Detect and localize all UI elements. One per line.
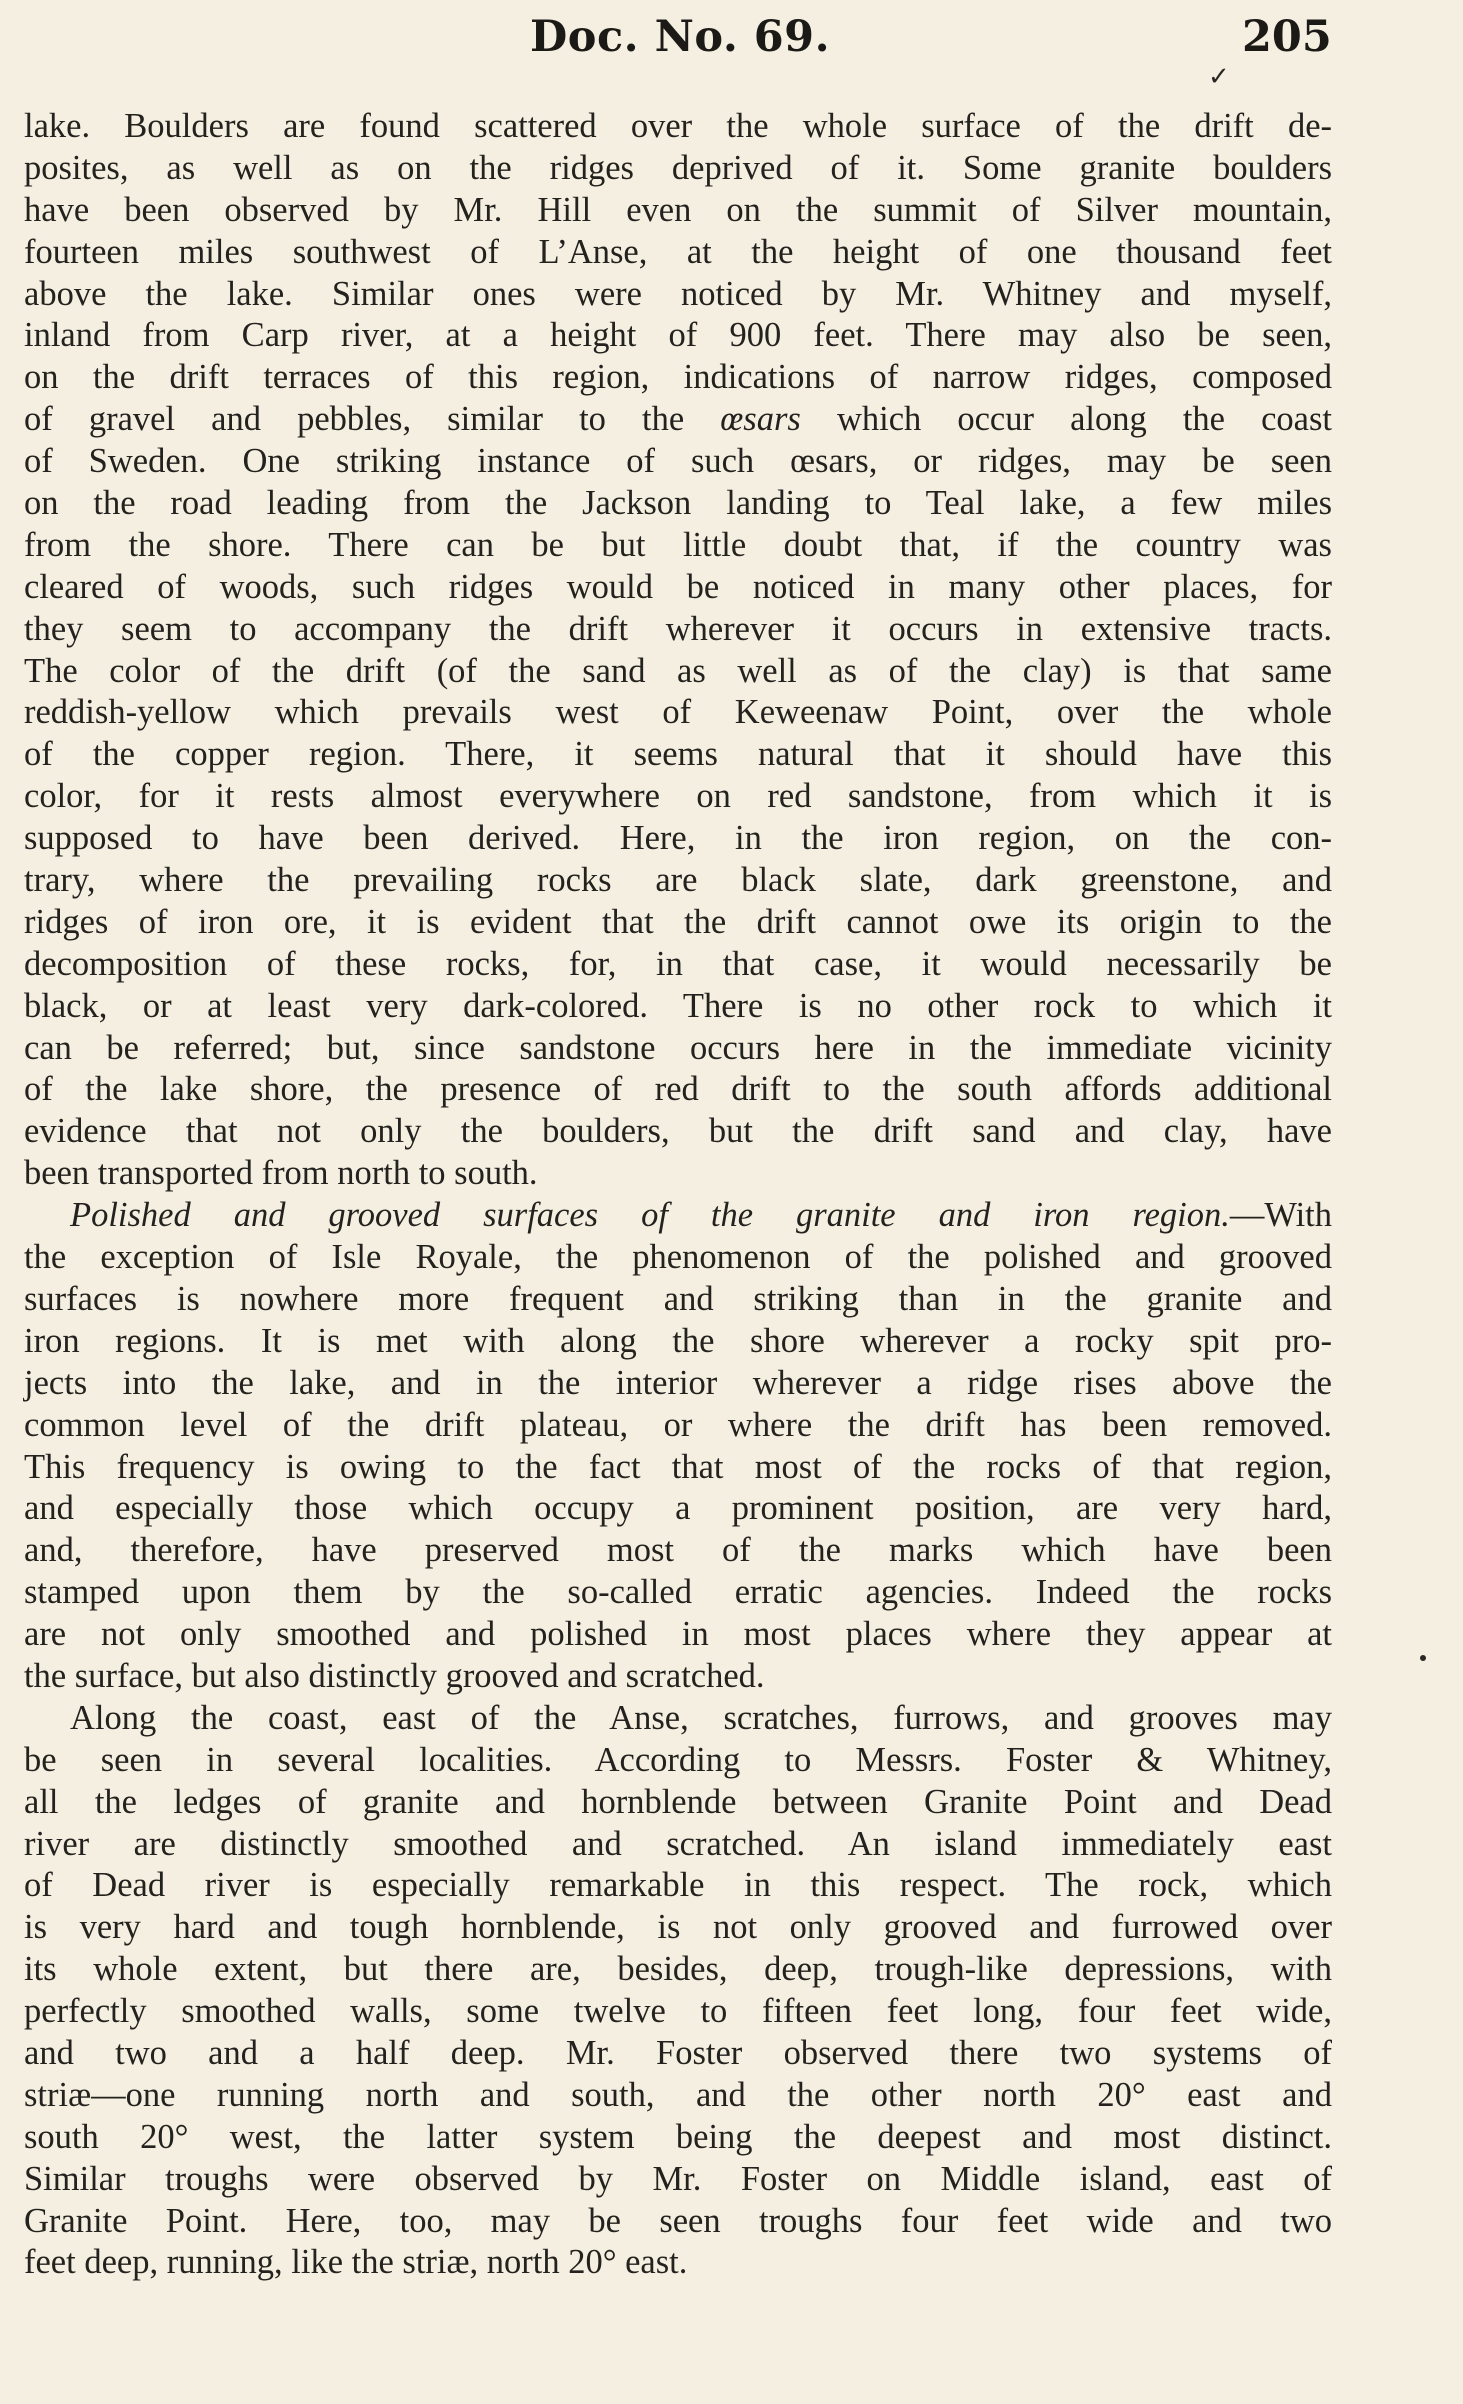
text-line: been transported from north to south. bbox=[24, 1154, 538, 1193]
body-text bbox=[24, 106, 1332, 2284]
text-line: is very hard and tough hornblende, is not only grooved and furrowed over bbox=[24, 1908, 1332, 1947]
text-line: of Sweden. One striking instance of such œsars, or ridges, may be seen bbox=[24, 442, 1332, 481]
text-line: and especially those which occupy a prominent position, are very hard, bbox=[24, 1489, 1332, 1528]
section-heading: Polished and grooved surfaces of the granite and iron region. bbox=[70, 1196, 1230, 1235]
text-line: cleared of woods, such ridges would be noticed in many other places, for bbox=[24, 567, 1332, 606]
text-line: striæ—one running north and south, and the other north 20° east and bbox=[24, 2075, 1332, 2114]
text-line: lake. Boulders are found scattered over the whole surface of the drift de- bbox=[24, 107, 1332, 145]
text-line: the surface, but also distinctly grooved and scratched. bbox=[24, 1656, 765, 1695]
text-line: be seen in several localities. According to Messrs. Foster & Whitney, bbox=[24, 1740, 1332, 1779]
document-title: Doc. No. 69. bbox=[530, 12, 831, 62]
text-line: its whole extent, but there are, besides, deep, trough-like depressions, with bbox=[24, 1950, 1332, 1989]
text-line: from the shore. There can be but little doubt that, if the country was bbox=[24, 525, 1332, 564]
text-line: have been observed by Mr. Hill even on the summit of Silver mountain, bbox=[24, 190, 1332, 229]
handwritten-check-mark: ✓ bbox=[1208, 62, 1230, 92]
text-line: and two and a half deep. Mr. Foster observed there two systems of bbox=[24, 2033, 1332, 2072]
text-fragment: which occur along the coast bbox=[800, 400, 1332, 439]
text-line: reddish-yellow which prevails west of Keweenaw Point, over the whole bbox=[24, 693, 1332, 732]
text-line: the exception of Isle Royale, the phenomenon of the polished and grooved bbox=[24, 1238, 1332, 1277]
text-line: feet deep, running, like the striæ, north 20° east. bbox=[24, 2243, 688, 2282]
text-line: color, for it rests almost everywhere on red sandstone, from which it is bbox=[24, 777, 1332, 816]
text-line: trary, where the prevailing rocks are black slate, dark greenstone, and bbox=[24, 861, 1332, 900]
text-fragment: —With bbox=[1229, 1196, 1332, 1235]
text-line: can be referred; but, since sandstone occurs here in the immediate vicinity bbox=[24, 1028, 1332, 1067]
text-line: all the ledges of granite and hornblende between Granite Point and Dead bbox=[24, 1782, 1332, 1821]
text-line: above the lake. Similar ones were noticed by Mr. Whitney and myself, bbox=[24, 274, 1332, 313]
text-line: of the lake shore, the presence of red drift to the south affords additional bbox=[24, 1070, 1332, 1109]
text-line: perfectly smoothed walls, some twelve to fifteen feet long, four feet wide, bbox=[24, 1992, 1332, 2031]
text-line: on the road leading from the Jackson landing to Teal lake, a few miles bbox=[24, 484, 1332, 523]
text-line: evidence that not only the boulders, but the drift sand and clay, have bbox=[24, 1112, 1332, 1151]
text-line: iron regions. It is met with along the shore wherever a rocky spit pro- bbox=[24, 1321, 1332, 1360]
text-line: and, therefore, have preserved most of the marks which have been bbox=[24, 1531, 1332, 1570]
text-line: black, or at least very dark-colored. There is no other rock to which it bbox=[24, 986, 1332, 1025]
text-line: south 20° west, the latter system being the deepest and most distinct. bbox=[24, 2117, 1332, 2156]
text-line: posites, as well as on the ridges deprived of it. Some granite boulders bbox=[24, 148, 1332, 187]
text-line: river are distinctly smoothed and scratched. An island immediately east bbox=[24, 1824, 1332, 1863]
text-line: supposed to have been derived. Here, in the iron region, on the con- bbox=[24, 819, 1332, 858]
text-line: ridges of iron ore, it is evident that the drift cannot owe its origin to the bbox=[24, 902, 1332, 941]
page-header bbox=[0, 12, 1463, 92]
text-line: jects into the lake, and in the interior wherever a ridge rises above the bbox=[24, 1363, 1332, 1402]
text-line: stamped upon them by the so-called erratic agencies. Indeed the rocks bbox=[24, 1573, 1332, 1612]
text-line: inland from Carp river, at a height of 900 feet. There may also be seen, bbox=[24, 316, 1332, 355]
text-line: Similar troughs were observed by Mr. Foster on Middle island, east of bbox=[24, 2159, 1332, 2198]
text-line bbox=[24, 399, 1332, 441]
text-line: on the drift terraces of this region, indications of narrow ridges, composed bbox=[24, 358, 1332, 397]
page-number: 205 bbox=[1242, 12, 1332, 62]
text-line: Granite Point. Here, too, may be seen troughs four feet wide and two bbox=[24, 2201, 1332, 2240]
text-fragment: of gravel and pebbles, similar to the bbox=[24, 400, 721, 439]
text-line: they seem to accompany the drift wherever it occurs in extensive tracts. bbox=[24, 609, 1332, 648]
text-line: of Dead river is especially remarkable in this respect. The rock, which bbox=[24, 1866, 1332, 1905]
text-line: decomposition of these rocks, for, in that case, it would necessarily be bbox=[24, 944, 1332, 983]
ink-speck bbox=[1420, 1655, 1426, 1661]
text-line: common level of the drift plateau, or where the drift has been removed. bbox=[24, 1405, 1332, 1444]
text-line: fourteen miles southwest of L’Anse, at the height of one thousand feet bbox=[24, 232, 1332, 271]
text-line: This frequency is owing to the fact that most of the rocks of that region, bbox=[24, 1447, 1332, 1486]
italic-term: œsars bbox=[720, 400, 801, 439]
section-heading-line bbox=[24, 1195, 1332, 1237]
text-line: Along the coast, east of the Anse, scratches, furrows, and grooves may bbox=[70, 1698, 1332, 1737]
text-line: are not only smoothed and polished in most places where they appear at bbox=[24, 1615, 1332, 1654]
text-line: The color of the drift (of the sand as well as of the clay) is that same bbox=[24, 651, 1332, 690]
text-line: surfaces is nowhere more frequent and striking than in the granite and bbox=[24, 1279, 1332, 1318]
text-line: of the copper region. There, it seems natural that it should have this bbox=[24, 735, 1332, 774]
